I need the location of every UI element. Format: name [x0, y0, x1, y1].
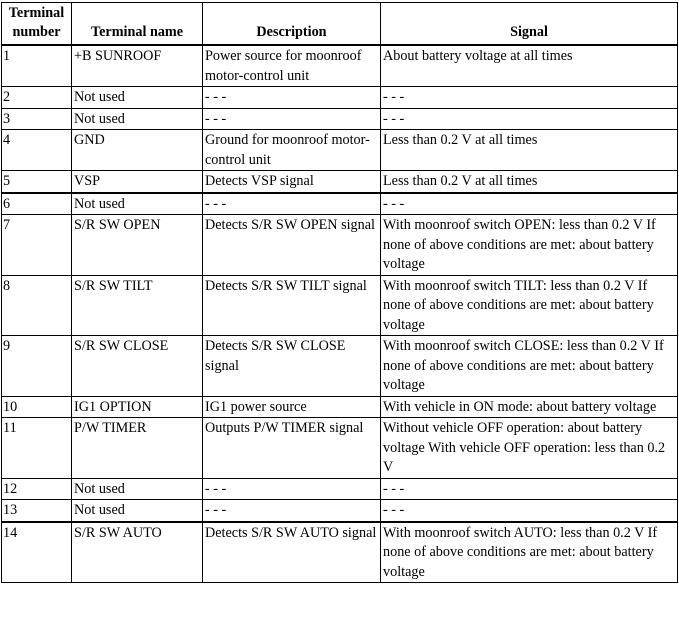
cell-signal: - - - [381, 87, 678, 109]
cell-description: - - - [203, 87, 381, 109]
cell-description: - - - [203, 193, 381, 215]
cell-terminal-name: P/W TIMER [72, 418, 203, 479]
cell-description: IG1 power source [203, 396, 381, 418]
table-row [2, 171, 678, 193]
cell-description: Outputs P/W TIMER signal [203, 418, 381, 479]
cell-terminal-name: IG1 OPTION [72, 396, 203, 418]
cell-terminal-name: S/R SW TILT [72, 275, 203, 336]
cell-signal: Less than 0.2 V at all times [381, 130, 678, 171]
cell-signal: Without vehicle OFF operation: about battery voltage With vehicle OFF operation: less than 0.2 V [381, 418, 678, 479]
cell-terminal-name: GND [72, 130, 203, 171]
cell-terminal-name: Not used [72, 500, 203, 522]
cell-terminal-name: +B SUNROOF [72, 45, 203, 87]
cell-terminal-number: 7 [2, 215, 72, 276]
cell-terminal-number: 13 [2, 500, 72, 522]
table-body [2, 45, 678, 583]
cell-signal: - - - [381, 500, 678, 522]
cell-signal: With moonroof switch AUTO: less than 0.2 V If none of above conditions are met: about battery voltage [381, 522, 678, 583]
cell-terminal-name: S/R SW AUTO [72, 522, 203, 583]
cell-description: Detects S/R SW CLOSE signal [203, 336, 381, 397]
table-row [2, 108, 678, 130]
table-row [2, 336, 678, 397]
table-row [2, 215, 678, 276]
cell-signal: - - - [381, 108, 678, 130]
cell-terminal-number: 14 [2, 522, 72, 583]
table-row [2, 418, 678, 479]
cell-description: Detects S/R SW AUTO signal [203, 522, 381, 583]
cell-description: - - - [203, 108, 381, 130]
table-row [2, 275, 678, 336]
header-terminal-name: Terminal name [72, 3, 203, 46]
table-row [2, 87, 678, 109]
cell-terminal-name: VSP [72, 171, 203, 193]
cell-terminal-name: S/R SW OPEN [72, 215, 203, 276]
cell-description: Detects VSP signal [203, 171, 381, 193]
cell-terminal-name: Not used [72, 478, 203, 500]
cell-terminal-number: 11 [2, 418, 72, 479]
header-row [2, 3, 678, 46]
cell-signal: With moonroof switch CLOSE: less than 0.2 V If none of above conditions are met: about battery voltage [381, 336, 678, 397]
table-row [2, 500, 678, 522]
table-row [2, 130, 678, 171]
cell-terminal-number: 5 [2, 171, 72, 193]
table-row [2, 478, 678, 500]
cell-description: Power source for moonroof motor-control unit [203, 45, 381, 87]
cell-terminal-number: 12 [2, 478, 72, 500]
header-signal: Signal [381, 3, 678, 46]
cell-terminal-number: 3 [2, 108, 72, 130]
cell-terminal-name: Not used [72, 87, 203, 109]
table-row [2, 193, 678, 215]
cell-description: Detects S/R SW OPEN signal [203, 215, 381, 276]
table-row [2, 522, 678, 583]
cell-terminal-number: 6 [2, 193, 72, 215]
cell-description: Detects S/R SW TILT signal [203, 275, 381, 336]
cell-description: Ground for moonroof motor-control unit [203, 130, 381, 171]
cell-terminal-number: 10 [2, 396, 72, 418]
table-header [2, 3, 678, 46]
header-description: Description [203, 3, 381, 46]
cell-signal: Less than 0.2 V at all times [381, 171, 678, 193]
cell-terminal-number: 4 [2, 130, 72, 171]
table-row [2, 396, 678, 418]
cell-terminal-name: S/R SW CLOSE [72, 336, 203, 397]
cell-terminal-number: 1 [2, 45, 72, 87]
cell-description: - - - [203, 500, 381, 522]
cell-signal: About battery voltage at all times [381, 45, 678, 87]
cell-terminal-number: 9 [2, 336, 72, 397]
cell-terminal-name: Not used [72, 108, 203, 130]
cell-signal: - - - [381, 193, 678, 215]
cell-terminal-number: 2 [2, 87, 72, 109]
table-row [2, 45, 678, 87]
cell-signal: - - - [381, 478, 678, 500]
cell-description: - - - [203, 478, 381, 500]
header-terminal-number: Terminal number [2, 3, 72, 46]
cell-signal: With moonroof switch TILT: less than 0.2 V If none of above conditions are met: about battery voltage [381, 275, 678, 336]
cell-terminal-number: 8 [2, 275, 72, 336]
cell-signal: With moonroof switch OPEN: less than 0.2 V If none of above conditions are met: about battery voltage [381, 215, 678, 276]
terminal-table [1, 2, 678, 583]
cell-terminal-name: Not used [72, 193, 203, 215]
cell-signal: With vehicle in ON mode: about battery voltage [381, 396, 678, 418]
